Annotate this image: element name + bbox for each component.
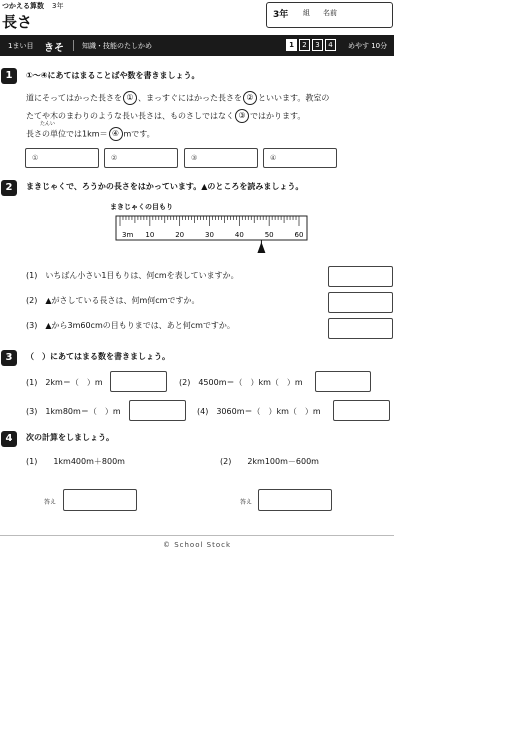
q4-answer-2[interactable] bbox=[258, 489, 332, 511]
q2-answer-1[interactable] bbox=[328, 266, 393, 287]
info-bar bbox=[0, 35, 394, 56]
q3-problem-4: (4) 3060m＝（ ）km（ ）m bbox=[197, 407, 321, 416]
blank-4-circle: ④ bbox=[109, 127, 123, 141]
namebox-grade: 3年 bbox=[273, 10, 289, 20]
copyright-footer: © School Stock bbox=[162, 541, 232, 549]
q3-answer-4[interactable] bbox=[333, 400, 390, 421]
q2-answer-2[interactable] bbox=[328, 292, 393, 313]
question-4-number: 4 bbox=[1, 431, 17, 447]
q1-text-e: ではかります。 bbox=[250, 111, 306, 121]
q4-problem-2: (2) 2km100m－600m bbox=[220, 457, 319, 466]
tape-measure bbox=[112, 212, 312, 262]
question-1-number: 1 bbox=[1, 68, 17, 84]
question-3-number: 3 bbox=[1, 350, 17, 366]
q2-sub-2: (2) ▲がさしている長さは、何m何cmですか。 bbox=[26, 296, 200, 305]
ruler-tick-label: 10 bbox=[145, 231, 155, 239]
namebox-name-label: 名前 bbox=[323, 9, 337, 17]
page-1-badge[interactable]: 1 bbox=[286, 39, 297, 51]
level-description: 知識・技能のたしかめ bbox=[82, 42, 152, 50]
page-2-badge[interactable]: 2 bbox=[299, 39, 310, 51]
q1-line-2 bbox=[26, 109, 305, 123]
ruler-tick-label: 60 bbox=[294, 231, 304, 239]
answer-box-3-label: ③ bbox=[191, 154, 198, 162]
name-box[interactable] bbox=[266, 2, 393, 28]
q1-line-1 bbox=[26, 91, 329, 105]
ruler-tick-label: 50 bbox=[264, 231, 274, 239]
footer-divider bbox=[0, 535, 394, 536]
q2-answer-3[interactable] bbox=[328, 318, 393, 339]
page-3-badge[interactable]: 3 bbox=[312, 39, 323, 51]
answer-box-2-label: ② bbox=[111, 154, 118, 162]
page-title: 長さ bbox=[2, 13, 33, 31]
namebox-class-label: 組 bbox=[303, 9, 310, 17]
question-2-text: まきじゃくで、ろうかの長さをはかっています。▲のところを読みましょう。 bbox=[26, 182, 304, 191]
q3-answer-2[interactable] bbox=[315, 371, 371, 392]
q4-answer-label-1: 答え bbox=[44, 499, 57, 506]
ruby-annotation: たんい bbox=[40, 121, 56, 127]
series-grade: 3年 bbox=[52, 2, 64, 10]
q3-problem-1: (1) 2km＝（ ）m bbox=[26, 378, 103, 387]
ruler-tick-label: 3m bbox=[122, 231, 134, 239]
bar-divider bbox=[73, 40, 74, 51]
answer-box-2[interactable] bbox=[104, 148, 178, 168]
q4-answer-1[interactable] bbox=[63, 489, 137, 511]
ruler-caption: まきじゃくの目もり bbox=[110, 203, 173, 211]
q1-text-b: 、まっすぐにはかった長さを bbox=[138, 93, 242, 103]
q4-problem-1: (1) 1km400m＋800m bbox=[26, 457, 125, 466]
ruler-tick-label: 20 bbox=[175, 231, 185, 239]
question-4-text: 次の計算をしましょう。 bbox=[26, 433, 114, 442]
q1-text-c: といいます。教室の bbox=[258, 93, 330, 103]
q1-line-3 bbox=[26, 127, 155, 141]
question-3-text: （ ）にあてはまる数を書きましょう。 bbox=[26, 352, 170, 361]
series-label bbox=[2, 1, 63, 11]
blank-3-circle: ③ bbox=[235, 109, 249, 123]
q2-sub-1: (1) いちばん小さい1目もりは、何cmを表していますか。 bbox=[26, 271, 239, 280]
page-4-badge[interactable]: 4 bbox=[325, 39, 336, 51]
q3-problem-3: (3) 1km80m＝（ ）m bbox=[26, 407, 121, 416]
answer-box-1-label: ① bbox=[32, 154, 39, 162]
answer-box-3[interactable] bbox=[184, 148, 258, 168]
q1-text-d: たてや木のまわりのような長い長さは、ものさしではなく bbox=[26, 111, 234, 121]
q1-text-g: mです。 bbox=[123, 129, 155, 139]
blank-2-circle: ② bbox=[243, 91, 257, 105]
q1-text-f: 長さの単位では1km＝ bbox=[26, 129, 108, 139]
question-2-number: 2 bbox=[1, 180, 17, 196]
q1-text-a: 道にそってはかった長さを bbox=[26, 93, 122, 103]
page-indicator bbox=[286, 39, 336, 51]
answer-box-1[interactable] bbox=[25, 148, 99, 168]
sheet-number: 1まい目 bbox=[8, 42, 34, 50]
level-label: きそ bbox=[44, 43, 64, 54]
blank-1-circle: ① bbox=[123, 91, 137, 105]
q3-problem-2: (2) 4500m＝（ ）km（ ）m bbox=[179, 378, 303, 387]
q2-sub-3: (3) ▲から3m60cmの目もりまでは、あと何cmですか。 bbox=[26, 321, 235, 330]
ruler-tick-label: 40 bbox=[234, 231, 244, 239]
q3-answer-3[interactable] bbox=[129, 400, 186, 421]
answer-box-4-label: ④ bbox=[270, 154, 277, 162]
ruler-tick-label: 30 bbox=[205, 231, 214, 239]
series-name: つかえる算数 bbox=[2, 2, 44, 10]
q4-answer-label-2: 答え bbox=[240, 499, 253, 506]
q3-answer-1[interactable] bbox=[110, 371, 167, 392]
time-estimate: めやす 10分 bbox=[348, 42, 388, 50]
question-1-text: ①～④にあてはまることばや数を書きましょう。 bbox=[26, 71, 200, 80]
answer-box-4[interactable] bbox=[263, 148, 337, 168]
